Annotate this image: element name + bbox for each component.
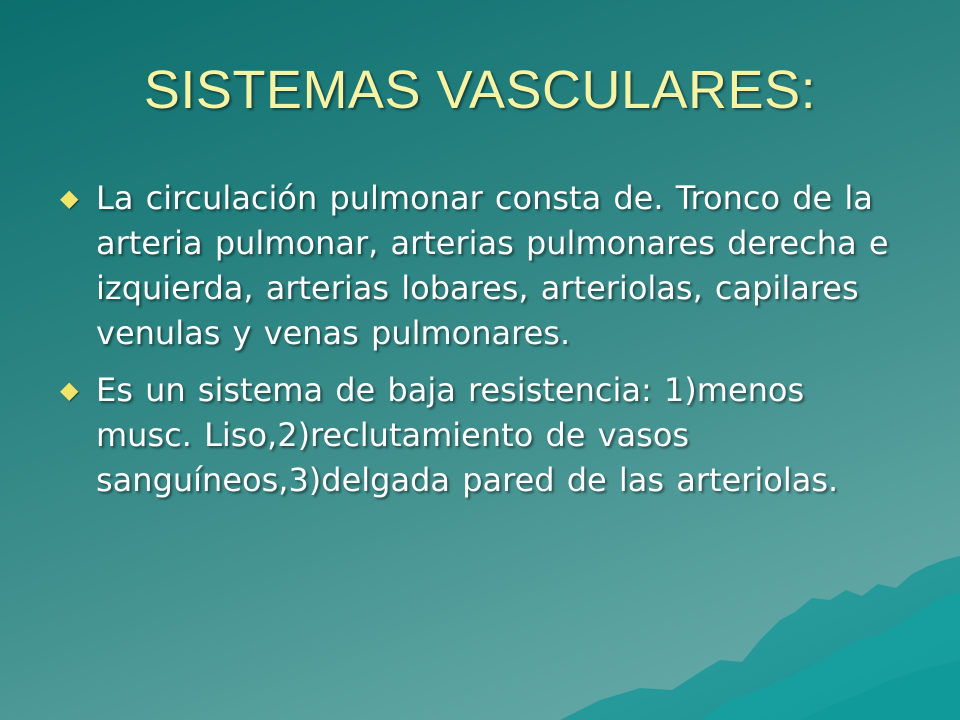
diamond-bullet-icon: ◆ — [60, 376, 79, 404]
bullet-item — [60, 368, 900, 503]
bullet-list — [60, 176, 900, 515]
bullet-text: Es un sistema de baja resistencia: 1)menos musc. Liso,2)reclutamiento de vasos sanguíneos,3)delgada pared de las arteriolas. — [96, 371, 839, 499]
diamond-bullet-icon: ◆ — [60, 184, 79, 212]
bullet-text: La circulación pulmonar consta de. Tronco de la arteria pulmonar, arterias pulmonares derecha e izquierda, arterias lobares, arteriolas, capilares venulas y venas pulmonares. — [96, 179, 889, 352]
slide-title: SISTEMAS VASCULARES: — [143, 60, 817, 120]
bullet-item — [60, 176, 900, 356]
